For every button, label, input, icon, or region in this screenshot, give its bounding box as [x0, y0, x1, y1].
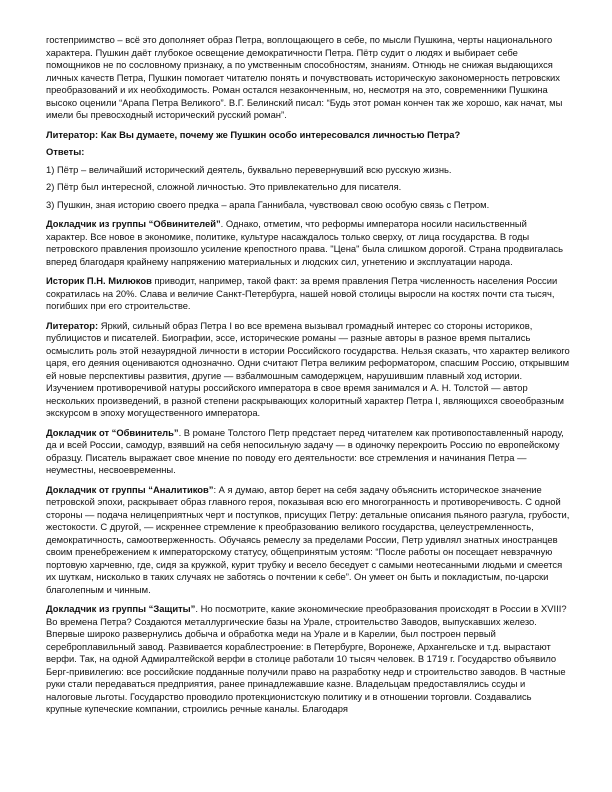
- section-text: . Однако, отметим, что реформы императора носили насильственный характер. Все новое в экономике, политике, культуре насаждалось только сверху, от лица государства. В годы петровского правления произошло усиление крепостного права. "Цена" была слишком дорогой. Страна продвигалась вперед благодаря крайнему напряжению материальных и людских сил, угнетению и эксплуатации народа.: [46, 218, 564, 267]
- section-label: Докладчик от “Обвинитель”: [46, 426, 179, 438]
- answer-item: 3) Пушкин, зная историю своего предка – арапа Ганнибала, чувствовал свою особую связь с Петром.: [46, 198, 490, 210]
- section-text: . Но посмотрите, какие экономические преобразования происходят в России в XVIII? Во времена Петра? Создаются металлургические базы на Урале, строительство Заводов, выпускавших железо. Впервые широко развернулись добыча и обработка меди на Урале и в Карелии, был построен первый сереброплавильный завод. Развивается кораблестроение: в Петербурге, Воронеже, Архангельске и т.д. вырастают верфи. Так, на одной Адмиралтейской верфи в столице работали 10 тысяч человек. В 1719 г. Государство объявило Берг-привилегию: все российские подданные получили право на разработку недр и строительство заводов. В частные руки стали передаваться предприятия, ранее принадлежавшие казне. Владельцам предоставлялись ссуды и налоговые льготы. Государство проводило протекционистскую политику и в отношении торговли. Создавались крупные купеческие компании, строились речные каналы. Благодаря: [46, 603, 567, 714]
- section-label: Докладчик от группы “Аналитиков”: [46, 483, 214, 495]
- section-text: Яркий, сильный образ Петра I во все времена вызывал громадный интерес со стороны историков, публицистов и писателей. Биографии, эссе, исторические романы — разные авторы в разное время пытались осмыслить роль этой незаурядной личности в истории Российского государства. Нельзя сказать, что характер великого царя, его деяния оцениваются однозначно. Одни считают Петра великим реформатором, спасшим Россию, открывшим ей новые перспективы развития, другие — взбалмошным самодержцем, нарушившим плавный ход истории. Изучением противоречивой натуры российского императора в свое время занимался и А. Н. Толстой — автор нескольких произведений, в разной степени раскрывающих колоритный характер Петра I, являющихся своеобразным экскурсом в эпоху могущественного императора.: [46, 319, 570, 418]
- section-paragraph: [46, 320, 570, 420]
- answers-title: Ответы:: [46, 146, 85, 157]
- answers-title-paragraph: [46, 146, 570, 159]
- intro-paragraph: гостеприимство – всё это дополняет образ Петра, воплощающего в себе, по мысли Пушкина, черты национального характера. Пушкин даёт глубокое освещение демократичности Петра. Пётр судит о людях и выбирает себе помощников не по сословному признаку, а по умственным способностям, знаниям. Отнюдь не снижая выдающихся личных качеств Петра, Пушкин помогает читателю понять и почувствовать историческую закономерность петровских преобразований и их необходимость. Роман остался незаконченным, но, несмотря на это, современники Пушкина высоко оценили “Арапа Петра Великого”. В.Г. Белинский писал: “Будь этот роман кончен так же хорошо, как начат, мы имели бы превосходный исторический русский роман”.: [46, 34, 563, 120]
- question-text: Литератор: Как Вы думаете, почему же Пушкин особо интересовался личностью Петра?: [46, 128, 461, 140]
- section-text: : А я думаю, автор берет на себя задачу объяснить историческое значение петровской эпохи, раскрывает образ главного героя, показывая всю его многогранность и противоречивость. С одной стороны — подача нелицеприятных черт и поступков, присущих Петру: детальные описания пьяного разгула, грубости, жестокости. С другой, — искреннее стремление к преобразованию великого государства, целеустремленность, демократичность, самоотверженность. Обучаясь ремеслу за пределами России, Петр удивлял знатных иностранцев своим пренебрежением к императорскому статусу, общепринятым устоям: “После работы он посещает невзрачную портовую харчевню, где, сидя за кружкой, курит трубку и весело беседует с самыми неотесанными людьми и смеется их шуткам, нисколько в таких случаях не заботясь о почтении к себе”. Он умеет он быть и покладистым, по-царски благолепным и чинным.: [46, 483, 570, 595]
- section-text: . В романе Толстого Петр предстает перед читателем как противопоставленный народу, да и всей России, самодур, взявший на себя непосильную задачу — в одиночку перекроить Россию по европейскому образцу. Писатель выражает свое мнение по поводу его деятельности: все стремления и начинания Петра — неуместны, несвоевременны.: [46, 426, 564, 475]
- section-paragraph: [46, 275, 570, 313]
- section-label: Литератор:: [46, 319, 99, 331]
- section-paragraph: [46, 484, 570, 597]
- answer-item: 2) Пётр был интересной, сложной личностью. Это привлекательно для писателя.: [46, 181, 402, 192]
- section-label: Историк П.Н. Милюков: [46, 275, 152, 286]
- answer-item: 1) Пётр – величайший исторический деятель, буквально перевернувший всю русскую жизнь.: [46, 163, 452, 175]
- section-label: Докладчик из группы “Обвинителей”: [46, 218, 221, 229]
- document-page: [46, 34, 570, 723]
- section-label: Докладчик из группы “Защиты”: [46, 603, 196, 614]
- section-paragraph: [46, 218, 570, 268]
- question-paragraph: [46, 129, 570, 142]
- section-paragraph: [46, 427, 570, 477]
- section-text: приводит, например, такой факт: за время правления Петра численность населения России сократилась на 20%. Слава и величие Санкт-Петербурга, нашей новой столицы выросли на костях почти ста тысяч, погибших при его строительстве.: [46, 275, 558, 311]
- section-paragraph: [46, 603, 570, 716]
